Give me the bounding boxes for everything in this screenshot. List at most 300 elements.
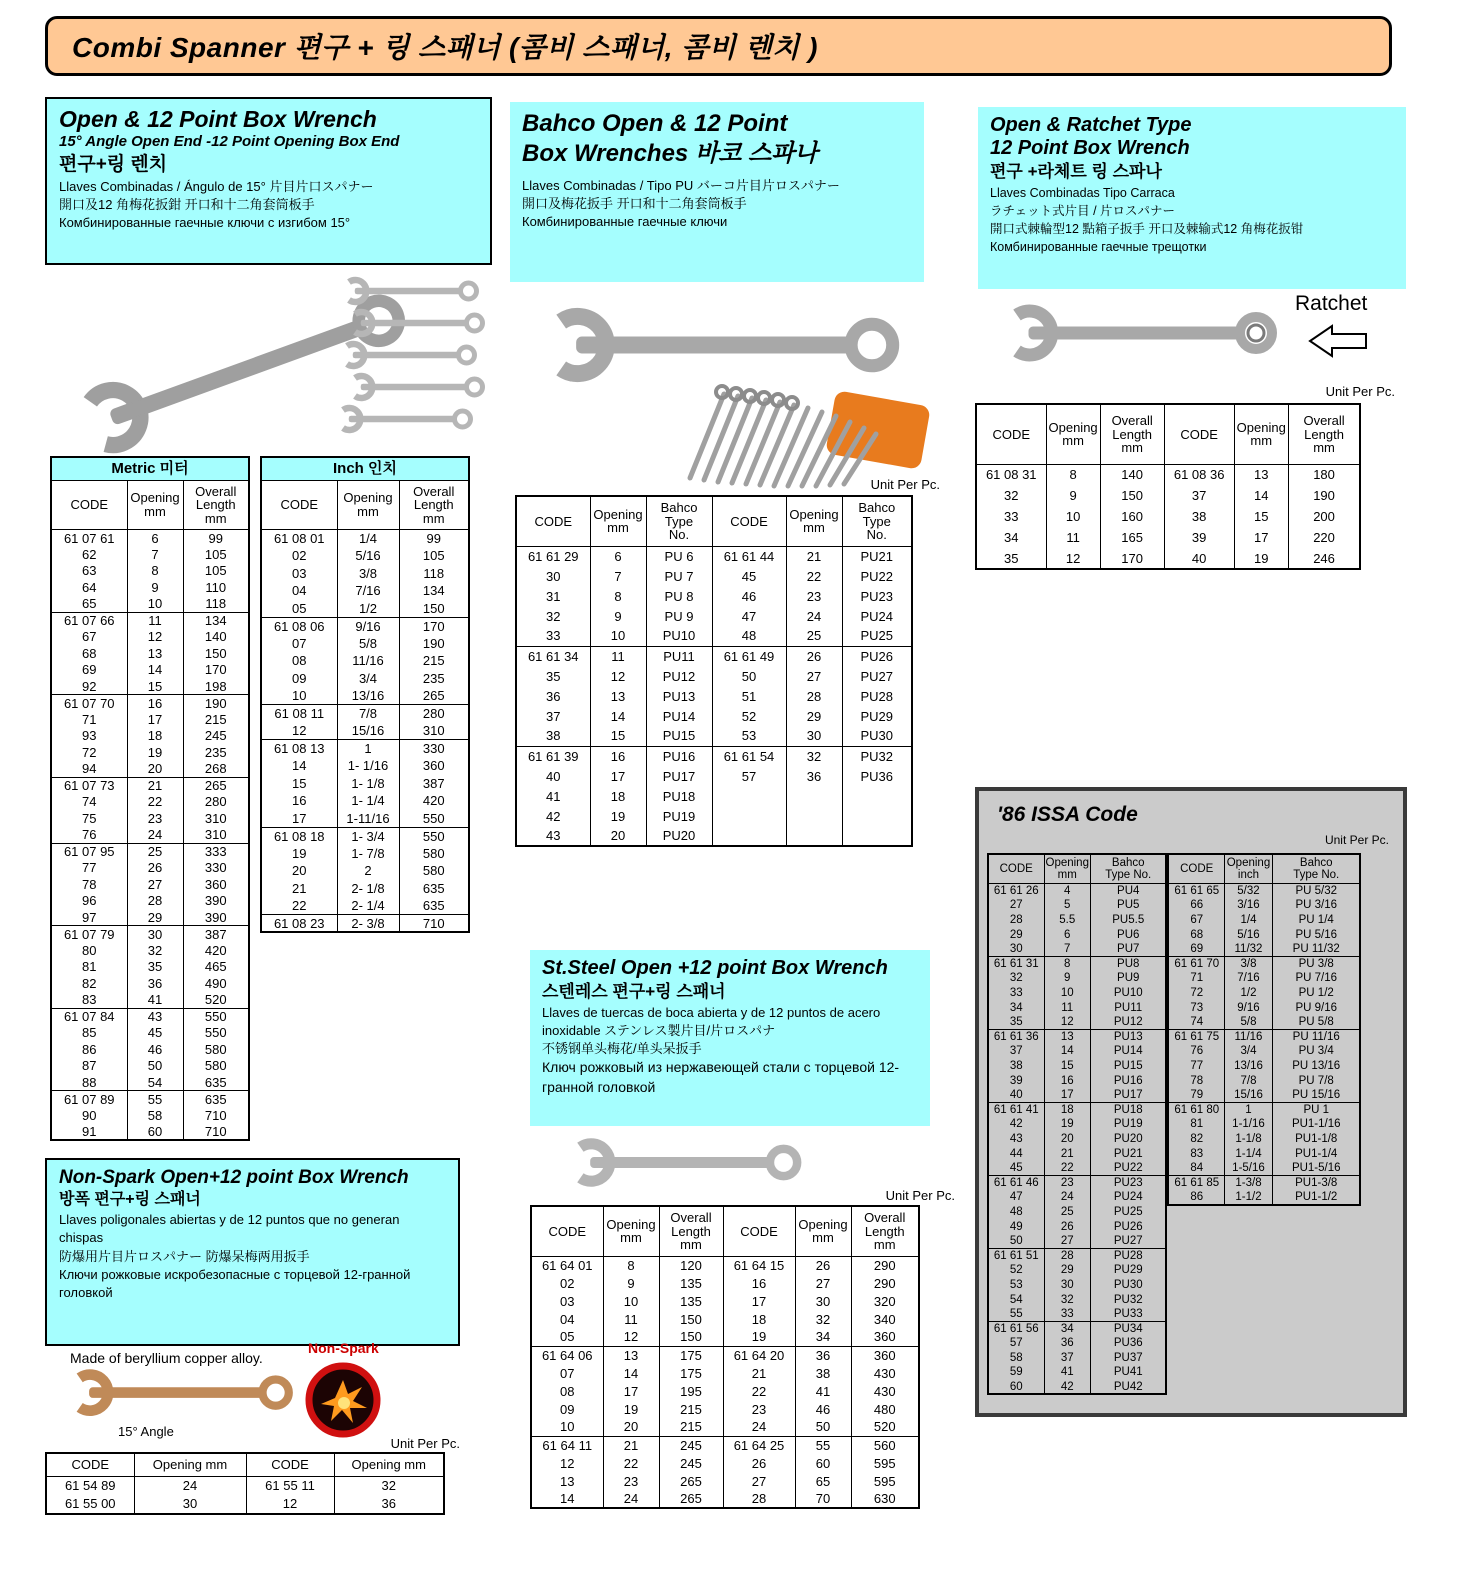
open12-line-ru: Комбинированные гаечные ключи с изгибом 15° [59,214,351,230]
table-cell: 61 07 79 [51,926,127,943]
nonspark-title: Non-Spark Open+12 point Box Wrench [59,1167,409,1188]
table-row [261,582,469,600]
table-cell: 60 [127,1124,183,1141]
table-row [516,566,912,586]
column-header: Bahco Type No. [1272,854,1360,884]
table-cell: 165 [1100,527,1164,548]
table-cell: 61 61 44 [712,546,786,566]
table-cell: 21 [723,1364,795,1382]
table-cell: 54 [127,1074,183,1091]
table-cell: 8 [127,563,183,580]
table-cell: 333 [183,843,249,860]
table-cell: 27 [1044,1234,1090,1249]
table-row [51,645,249,662]
table-row [261,635,469,653]
table-cell: 48 [1009,1205,1023,1218]
table-cell: 55 [795,1436,851,1454]
table-cell: PU9 [1090,971,1166,986]
table-row [51,975,249,992]
data-table [530,1205,920,1509]
table-cell: 72 [1190,987,1204,1000]
table-cell: 170 [399,617,469,635]
table-cell: 30 [127,926,183,943]
table-cell: 710 [399,915,469,933]
table-cell: PU13 [646,686,712,706]
table-row [531,1328,919,1346]
ratchet-table [975,403,1361,570]
metric-table [50,456,250,1141]
table-cell [842,786,912,806]
table-cell: 05 [560,1329,575,1345]
table-cell: PU 5/8 [1272,1015,1360,1030]
column-header: Opening mm [795,1206,851,1256]
table-cell: PU11 [646,646,712,666]
table-cell: 14 [590,706,646,726]
table-row [988,986,1166,1001]
table-row [51,1025,249,1042]
table-cell: 15/16 [337,722,399,740]
table-cell: 19 [292,845,307,861]
table-cell: 19 [127,744,183,761]
table-row [988,1161,1166,1176]
table-row [1168,1176,1360,1191]
table-cell: 22 [786,566,842,586]
table-row [988,1321,1166,1336]
column-header: CODE [246,1453,334,1476]
table-row [1168,927,1360,942]
table-cell: 265 [399,687,469,705]
table-cell: 550 [183,1025,249,1042]
table-cell: 13 [1044,1030,1090,1045]
table-row [988,971,1166,986]
table-cell: 02 [560,1275,575,1291]
table-cell: 580 [399,862,469,880]
table-cell [842,806,912,826]
table-row [988,1205,1166,1220]
table-cell: 14 [560,1491,575,1507]
table-cell: 78 [82,876,97,892]
issa-unit-label: Unit Per Pc. [1324,833,1389,847]
table-cell: 710 [183,1124,249,1141]
table-cell: 220 [1288,527,1360,548]
table-cell: 23 [786,586,842,606]
table-row [1168,1059,1360,1074]
table-row [261,792,469,810]
column-header: Opening inch [1224,854,1272,884]
table-cell: 195 [659,1382,723,1400]
table-cell: PU11 [1090,1000,1166,1015]
table-row [51,992,249,1009]
table-row [261,617,469,635]
table-row [516,826,912,846]
table-cell: PU26 [1090,1219,1166,1234]
table-row [988,884,1166,899]
table-row [516,686,912,706]
table-cell: 61 08 06 [261,617,337,635]
table-cell: 1/4 [337,530,399,548]
table-cell: 40 [1164,548,1234,569]
table-row [1168,1103,1360,1118]
table-cell: 38 [795,1364,851,1382]
section-ststeel-header [530,950,930,1126]
table-row [531,1436,919,1454]
table-cell: 7/16 [1224,971,1272,986]
bahco-line-cn: 開口及梅花扳手 开口和十二角套筒板手 [522,196,747,212]
table-cell: 35 [1004,550,1019,566]
table-cell: 41 [795,1382,851,1400]
table-cell: 37 [546,708,561,724]
table-cell: 61 08 18 [261,827,337,845]
table-row [531,1256,919,1274]
table-cell: PU36 [1090,1336,1166,1351]
table-cell: 87 [82,1058,97,1074]
table-cell: 10 [292,688,307,704]
section-open12-header [45,97,492,265]
table-cell: 420 [399,792,469,810]
table-row [51,827,249,844]
column-header: Opening mm [786,496,842,546]
table-cell: PU17 [1090,1088,1166,1103]
table-cell: 47 [712,606,786,626]
nonspark-material-label: Made of beryllium copper alloy. [70,1350,263,1366]
ratchet-line-es: Llaves Combinadas Tipo Carraca [990,185,1175,200]
spark-icon [300,1356,386,1442]
table-cell: 15 [127,678,183,695]
table-cell: 50 [127,1058,183,1075]
table-cell: 9 [590,606,646,626]
ratchet-unit-label: Unit Per Pc. [1325,384,1395,399]
table-cell: 387 [399,775,469,793]
table-cell: 61 61 75 [1168,1030,1224,1045]
table-cell: 39 [1009,1074,1023,1087]
table-row [51,909,249,926]
table-cell: 15 [1234,506,1288,527]
ststeel-unit-label: Unit Per Pc. [885,1188,955,1203]
table-row [988,1307,1166,1322]
table-row [988,1030,1166,1045]
table-cell: 20 [603,1418,659,1436]
table-cell: 81 [82,959,97,975]
table-cell [712,806,786,826]
table-cell: 61 61 36 [988,1030,1044,1045]
table-cell: 05 [292,600,307,616]
table-cell: 65 [795,1472,851,1490]
table-row [516,766,912,786]
data-table [515,495,913,847]
column-header: CODE [723,1206,795,1256]
column-header: Opening mm [590,496,646,546]
table-cell: 23 [603,1472,659,1490]
table-cell: PU34 [1090,1321,1166,1336]
table-row [261,670,469,688]
table-cell: 10 [1044,986,1090,1001]
column-header: Opening mm [603,1206,659,1256]
ratchet-title-2: 12 Point Box Wrench [990,137,1190,159]
data-table [975,403,1361,570]
table-cell: 170 [1100,548,1164,569]
table-header-row [51,480,249,530]
table-row [51,728,249,745]
table-cell: 33 [1044,1307,1090,1322]
table-cell: 1-5/16 [1224,1161,1272,1176]
table-cell: 32 [546,608,561,624]
table-cell: PU 3/4 [1272,1044,1360,1059]
table-cell: 62 [82,546,97,562]
table-cell: PU19 [646,806,712,826]
table-cell: PU 5/32 [1272,884,1360,899]
table-cell: 36 [1044,1336,1090,1351]
table-row [516,666,912,686]
table-row [46,1476,444,1495]
table-cell: 45 [1009,1161,1023,1174]
table-cell: 24 [723,1418,795,1436]
column-header: CODE [516,496,590,546]
table-cell: 235 [399,670,469,688]
table-cell: 55 [127,1091,183,1108]
table-row [988,942,1166,957]
table-cell: 22 [1044,1161,1090,1176]
table-cell: 48 [712,626,786,646]
ratchet-arrow-icon [1308,324,1368,358]
table-cell: PU22 [842,566,912,586]
table-title: Metric 미터 [51,457,249,480]
table-cell: 246 [1288,548,1360,569]
table-cell: 28 [786,686,842,706]
table-cell: PU6 [1090,927,1166,942]
table-cell: 550 [183,1008,249,1025]
table-cell: 7 [127,546,183,563]
table-cell: 71 [1190,972,1204,985]
table-row [51,926,249,943]
table-cell: 24 [127,827,183,844]
table-cell [712,826,786,846]
table-row [988,1088,1166,1103]
table-row [988,1059,1166,1074]
column-header: CODE [976,404,1046,464]
table-cell: 29 [786,706,842,726]
table-row [1168,1146,1360,1161]
table-cell: 46 [127,1041,183,1058]
table-cell: 235 [183,744,249,761]
table-row [976,464,1360,485]
table-cell: 5 [1044,898,1090,913]
table-cell: 360 [399,757,469,775]
table-cell: 71 [82,711,97,727]
table-cell: 36 [127,975,183,992]
table-cell: 1 [337,740,399,758]
table-cell: 45 [127,1025,183,1042]
table-cell: 54 [1009,1293,1023,1306]
table-cell: 61 07 70 [51,695,127,712]
table-cell: PU12 [1090,1015,1166,1030]
table-cell: 150 [1100,485,1164,506]
table-cell: 61 61 31 [988,957,1044,972]
table-cell: 40 [1009,1088,1023,1101]
table-cell: 28 [1044,1248,1090,1263]
table-cell: 14 [127,662,183,679]
table-cell: 66 [1190,899,1204,912]
table-cell: 69 [82,662,97,678]
table-cell: 27 [1009,899,1023,912]
table-row [531,1274,919,1292]
table-cell: PU1-1/2 [1272,1190,1360,1205]
table-cell: 150 [399,600,469,618]
table-row [261,687,469,705]
table-cell: 91 [82,1123,97,1139]
column-header: CODE [531,1206,603,1256]
table-cell: 61 61 80 [1168,1103,1224,1118]
table-cell: 23 [723,1400,795,1418]
table-cell: 47 [1009,1191,1023,1204]
table-cell: 24 [786,606,842,626]
table-cell: 110 [183,579,249,596]
table-row [988,1000,1166,1015]
table-header-row [976,404,1360,464]
table-cell: 30 [546,568,561,584]
table-cell: 09 [292,670,307,686]
table-cell: 1-11/16 [337,810,399,828]
table-cell: PU27 [1090,1234,1166,1249]
table-cell: 92 [82,678,97,694]
table-cell: 16 [590,746,646,766]
table-cell: 140 [183,629,249,646]
table-row [516,706,912,726]
column-header: Overall Length mm [1100,404,1164,464]
table-row [51,678,249,695]
table-cell: PU16 [1090,1073,1166,1088]
table-cell: 30 [1044,1278,1090,1293]
table-cell: 12 [590,666,646,686]
table-cell: 61 61 34 [516,646,590,666]
table-cell: 61 64 20 [723,1346,795,1364]
table-cell: 16 [127,695,183,712]
table-row [51,810,249,827]
table-cell: 27 [795,1274,851,1292]
table-cell: 32 [786,746,842,766]
table-cell: 81 [1190,1118,1204,1131]
table-cell: 310 [399,722,469,740]
table-cell: 61 07 66 [51,612,127,629]
table-cell: 61 08 36 [1164,464,1234,485]
table-cell: 50 [795,1418,851,1436]
table-cell: 07 [560,1365,575,1381]
table-cell: 61 07 61 [51,530,127,547]
table-cell: 22 [723,1382,795,1400]
column-header: Opening mm [1234,404,1288,464]
table-cell: 24 [1044,1190,1090,1205]
table-cell: 1/2 [337,600,399,618]
table-cell: 330 [399,740,469,758]
table-row [1168,1190,1360,1205]
nonspark-line-es: Llaves poligonales abiertas y de 12 puntos que no generan chispas [59,1212,400,1246]
table-cell: 67 [82,629,97,645]
table-cell: 175 [659,1364,723,1382]
table-cell: 61 07 73 [51,777,127,794]
table-cell: 390 [183,893,249,910]
table-row [51,1124,249,1141]
table-cell: 2- 1/4 [337,897,399,915]
table-cell: PU 1/2 [1272,986,1360,1001]
table-cell: PU 6 [646,546,712,566]
table-row [51,596,249,613]
ratchet-line-jp: ラチェット式片目 / 片ロスパナー [990,203,1176,218]
table-row [261,530,469,548]
table-row [261,705,469,723]
table-cell: 580 [183,1058,249,1075]
table-cell: 80 [82,942,97,958]
table-cell: 290 [851,1274,919,1292]
table-cell: 635 [183,1091,249,1108]
table-cell: PU32 [842,746,912,766]
table-header-row [531,1206,919,1256]
table-row [988,957,1166,972]
table-cell: 57 [712,766,786,786]
table-cell: 268 [183,761,249,778]
table-cell [842,826,912,846]
table-cell: 3/4 [337,670,399,688]
table-cell: 58 [127,1107,183,1124]
table-row [261,740,469,758]
table-cell: 65 [82,596,97,612]
column-header: CODE [46,1453,134,1476]
bahco-wrench-set-illustration [672,380,940,492]
table-cell: 520 [183,992,249,1009]
table-cell: 77 [1190,1060,1204,1073]
table-cell: 17 [603,1382,659,1400]
table-cell: 2- 1/8 [337,880,399,898]
table-row [516,586,912,606]
bahco-line-es: Llaves Combinadas / Tipo PU バーコ片目片ロスパナー [522,178,840,193]
column-header: CODE [51,480,127,530]
section-bahco-header [510,102,924,282]
table-cell: PU28 [1090,1248,1166,1263]
table-cell: 105 [399,547,469,565]
table-cell: 11 [603,1310,659,1328]
table-cell: 45 [712,566,786,586]
table-cell: PU 11/16 [1272,1030,1360,1045]
table-cell: PU1-1/4 [1272,1146,1360,1161]
data-table [260,456,470,933]
table-row [51,843,249,860]
table-row [51,629,249,646]
table-cell [786,826,842,846]
table-cell: 19 [1044,1117,1090,1132]
table-row [1168,1117,1360,1132]
open12-wrench-illustration [45,266,495,458]
table-cell: PU13 [1090,1030,1166,1045]
column-header: Overall Length mm [851,1206,919,1256]
table-row [51,1041,249,1058]
table-cell: 1-1/16 [1224,1117,1272,1132]
table-row [51,546,249,563]
table-row [988,1015,1166,1030]
column-header: Overall Length mm [183,480,249,530]
issa-panel [975,787,1407,1417]
column-header: Opening mm [1046,404,1100,464]
table-row [261,845,469,863]
table-row [1168,1161,1360,1176]
column-header: CODE [261,480,337,530]
nonspark-title-korean: 방폭 편구+링 스패너 [59,1190,201,1208]
table-row [988,1292,1166,1307]
nonspark-angle-label: 15° Angle [118,1424,174,1439]
table-cell: PU27 [842,666,912,686]
table-cell: PU 15/16 [1272,1088,1360,1103]
table-cell: PU29 [1090,1263,1166,1278]
table-cell: PU4 [1090,884,1166,899]
table-cell: 12 [603,1328,659,1346]
table-cell: 13 [590,686,646,706]
